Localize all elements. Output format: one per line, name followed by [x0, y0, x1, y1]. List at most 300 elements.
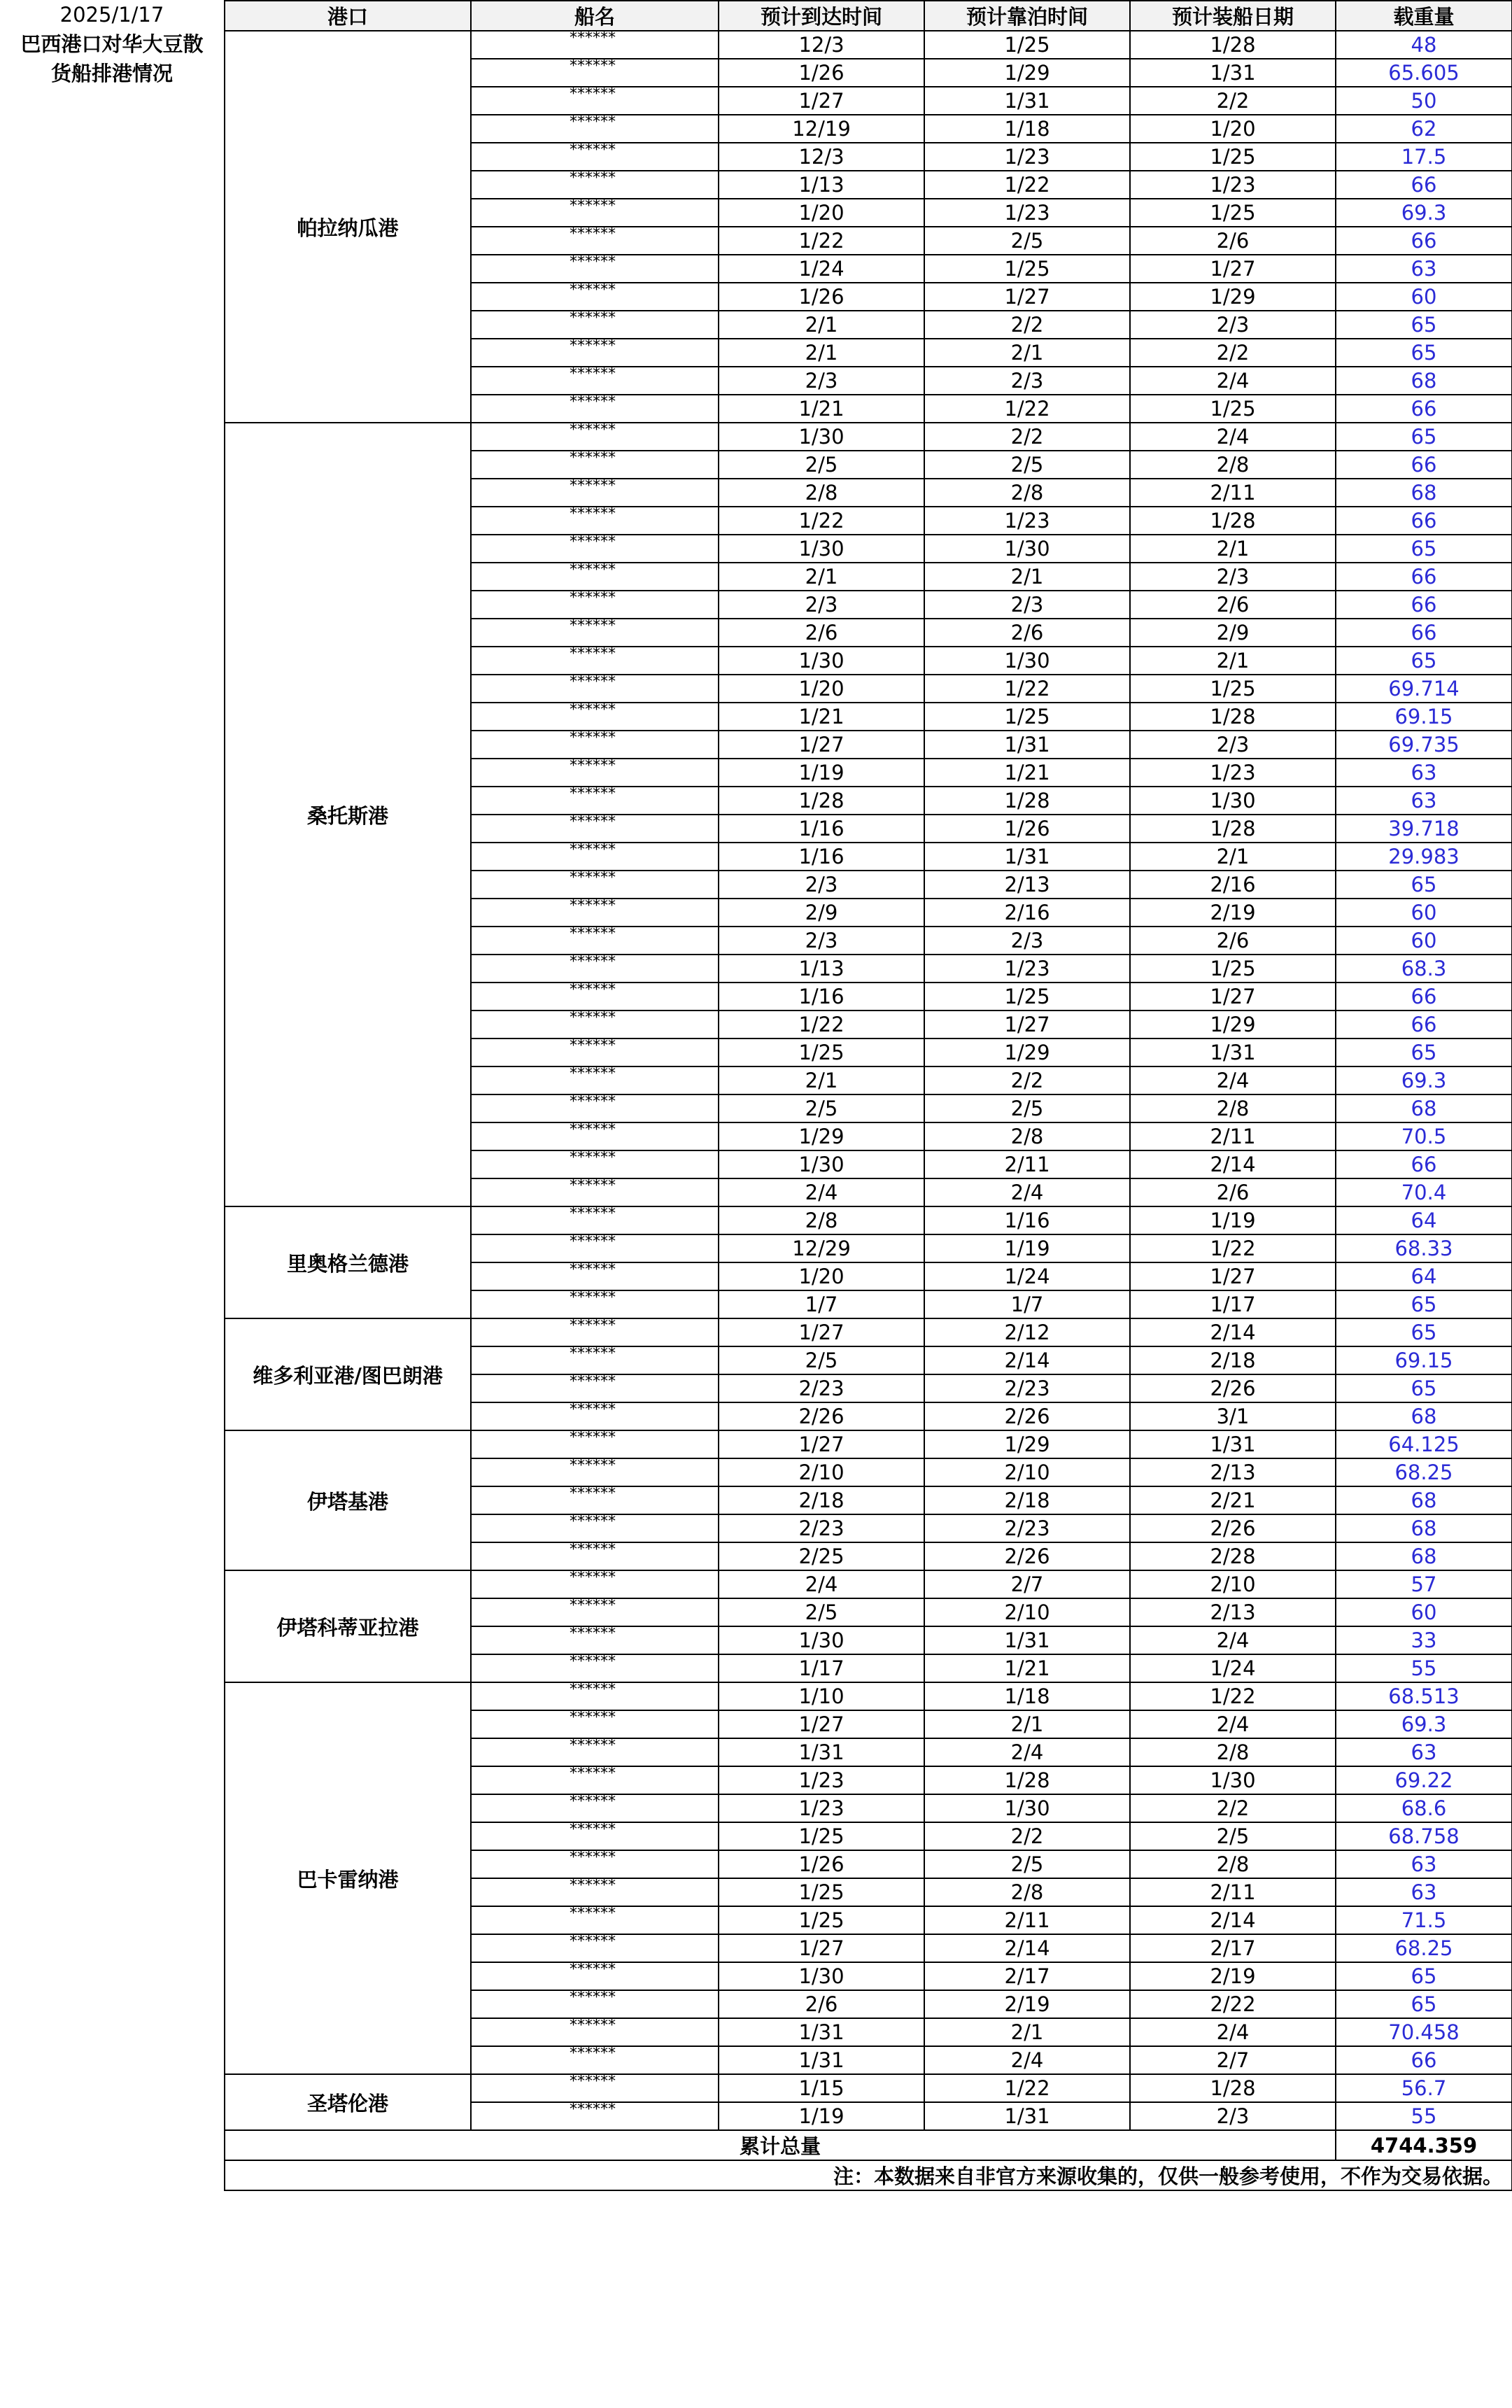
- port-name: 伊塔基港: [225, 1430, 471, 1570]
- table-header-row: [225, 1, 1512, 31]
- ship-cell: ******: [471, 1346, 719, 1374]
- loading-cell: 2/8: [1130, 1094, 1336, 1122]
- arrival-cell: 1/25: [719, 1878, 924, 1906]
- berth-cell: 1/22: [924, 2074, 1130, 2102]
- ship-cell: ******: [471, 1290, 719, 1318]
- ship-cell: ******: [471, 1234, 719, 1262]
- berth-cell: 2/13: [924, 871, 1130, 899]
- ship-cell: ******: [471, 675, 719, 703]
- weight-cell: 68: [1336, 367, 1512, 395]
- port-name: 维多利亚港/图巴朗港: [225, 1318, 471, 1430]
- ship-cell: ******: [471, 1178, 719, 1206]
- arrival-cell: 2/18: [719, 1486, 924, 1514]
- berth-cell: 2/1: [924, 2018, 1130, 2046]
- arrival-cell: 1/22: [719, 507, 924, 535]
- ship-cell: ******: [471, 1430, 719, 1458]
- ship-cell: ******: [471, 1262, 719, 1290]
- arrival-cell: 1/27: [719, 1318, 924, 1346]
- ship-cell: ******: [471, 507, 719, 535]
- ship-cell: ******: [471, 1906, 719, 1934]
- berth-cell: 1/25: [924, 31, 1130, 59]
- berth-cell: 1/30: [924, 1794, 1130, 1822]
- arrival-cell: 1/27: [719, 1430, 924, 1458]
- loading-cell: 2/11: [1130, 1878, 1336, 1906]
- ship-cell: ******: [471, 871, 719, 899]
- berth-cell: 1/29: [924, 1038, 1130, 1066]
- ship-cell: ******: [471, 2102, 719, 2130]
- weight-cell: 33: [1336, 1626, 1512, 1654]
- berth-cell: 2/18: [924, 1486, 1130, 1514]
- berth-cell: 2/1: [924, 1710, 1130, 1738]
- loading-cell: 2/11: [1130, 1122, 1336, 1150]
- port-name: 巴卡雷纳港: [225, 1682, 471, 2074]
- arrival-cell: 1/22: [719, 227, 924, 255]
- weight-cell: 63: [1336, 255, 1512, 283]
- arrival-cell: 1/31: [719, 2046, 924, 2074]
- arrival-cell: 2/25: [719, 1542, 924, 1570]
- berth-cell: 1/23: [924, 143, 1130, 171]
- berth-cell: 2/26: [924, 1542, 1130, 1570]
- loading-cell: 2/8: [1130, 451, 1336, 479]
- port-name: 伊塔科蒂亚拉港: [225, 1570, 471, 1682]
- berth-cell: 1/23: [924, 507, 1130, 535]
- berth-cell: 2/10: [924, 1458, 1130, 1486]
- ship-cell: ******: [471, 1486, 719, 1514]
- arrival-cell: 2/5: [719, 451, 924, 479]
- loading-cell: 1/25: [1130, 395, 1336, 423]
- ship-cell: ******: [471, 1766, 719, 1794]
- berth-cell: 1/25: [924, 255, 1130, 283]
- arrival-cell: 1/21: [719, 703, 924, 731]
- weight-cell: 65: [1336, 647, 1512, 675]
- ship-cell: ******: [471, 983, 719, 1011]
- ship-cell: ******: [471, 647, 719, 675]
- arrival-cell: 1/19: [719, 2102, 924, 2130]
- ship-cell: ******: [471, 535, 719, 563]
- arrival-cell: 1/26: [719, 283, 924, 311]
- weight-cell: 66: [1336, 451, 1512, 479]
- berth-cell: 2/1: [924, 339, 1130, 367]
- weight-cell: 68: [1336, 1094, 1512, 1122]
- arrival-cell: 1/30: [719, 1962, 924, 1990]
- arrival-cell: 2/1: [719, 563, 924, 591]
- berth-cell: 1/28: [924, 1766, 1130, 1794]
- ship-cell: ******: [471, 87, 719, 115]
- weight-cell: 60: [1336, 899, 1512, 927]
- ship-cell: ******: [471, 563, 719, 591]
- weight-cell: 69.735: [1336, 731, 1512, 759]
- weight-cell: 63: [1336, 759, 1512, 787]
- weight-cell: 66: [1336, 227, 1512, 255]
- table-body: [225, 31, 1512, 2130]
- loading-cell: 2/2: [1130, 87, 1336, 115]
- loading-cell: 1/22: [1130, 1682, 1336, 1710]
- berth-cell: 1/27: [924, 283, 1130, 311]
- loading-cell: 3/1: [1130, 1402, 1336, 1430]
- weight-cell: 66: [1336, 983, 1512, 1011]
- weight-cell: 68.513: [1336, 1682, 1512, 1710]
- ship-cell: ******: [471, 451, 719, 479]
- weight-cell: 68.25: [1336, 1934, 1512, 1962]
- weight-cell: 63: [1336, 1738, 1512, 1766]
- berth-cell: 2/14: [924, 1934, 1130, 1962]
- arrival-cell: 2/23: [719, 1374, 924, 1402]
- berth-cell: 1/24: [924, 1262, 1130, 1290]
- weight-cell: 69.3: [1336, 199, 1512, 227]
- arrival-cell: 2/3: [719, 591, 924, 619]
- loading-cell: 2/6: [1130, 591, 1336, 619]
- berth-cell: 1/16: [924, 1206, 1130, 1234]
- arrival-cell: 2/1: [719, 339, 924, 367]
- loading-cell: 2/1: [1130, 535, 1336, 563]
- loading-cell: 1/25: [1130, 675, 1336, 703]
- loading-cell: 2/10: [1130, 1570, 1336, 1598]
- ship-cell: ******: [471, 31, 719, 59]
- weight-cell: 70.4: [1336, 1178, 1512, 1206]
- ship-cell: ******: [471, 1066, 719, 1094]
- arrival-cell: 1/30: [719, 1150, 924, 1178]
- weight-cell: 68.3: [1336, 955, 1512, 983]
- loading-cell: 2/4: [1130, 2018, 1336, 2046]
- berth-cell: 1/19: [924, 1234, 1130, 1262]
- berth-cell: 2/5: [924, 227, 1130, 255]
- loading-cell: 1/24: [1130, 1654, 1336, 1682]
- header-weight: 载重量: [1336, 1, 1512, 31]
- weight-cell: 48: [1336, 31, 1512, 59]
- total-row: [225, 2130, 1512, 2160]
- berth-cell: 2/3: [924, 591, 1130, 619]
- ship-cell: ******: [471, 479, 719, 507]
- weight-cell: 60: [1336, 283, 1512, 311]
- loading-cell: 1/25: [1130, 955, 1336, 983]
- berth-cell: 1/18: [924, 1682, 1130, 1710]
- loading-cell: 2/2: [1130, 339, 1336, 367]
- header-loading: 预计装船日期: [1130, 1, 1336, 31]
- table-row: [225, 1570, 1512, 1598]
- loading-cell: 2/14: [1130, 1318, 1336, 1346]
- berth-cell: 1/30: [924, 535, 1130, 563]
- arrival-cell: 2/26: [719, 1402, 924, 1430]
- loading-cell: 2/6: [1130, 227, 1336, 255]
- loading-cell: 2/21: [1130, 1486, 1336, 1514]
- ship-cell: ******: [471, 1990, 719, 2018]
- weight-cell: 68.6: [1336, 1794, 1512, 1822]
- berth-cell: 1/22: [924, 675, 1130, 703]
- berth-cell: 2/2: [924, 311, 1130, 339]
- berth-cell: 1/27: [924, 1011, 1130, 1038]
- arrival-cell: 1/30: [719, 423, 924, 451]
- weight-cell: 55: [1336, 2102, 1512, 2130]
- loading-cell: 2/2: [1130, 1794, 1336, 1822]
- ship-cell: ******: [471, 1374, 719, 1402]
- arrival-cell: 2/5: [719, 1598, 924, 1626]
- berth-cell: 1/22: [924, 171, 1130, 199]
- arrival-cell: 1/26: [719, 59, 924, 87]
- loading-cell: 1/28: [1130, 815, 1336, 843]
- ship-cell: ******: [471, 227, 719, 255]
- loading-cell: 1/28: [1130, 507, 1336, 535]
- loading-cell: 2/4: [1130, 1626, 1336, 1654]
- ship-cell: ******: [471, 843, 719, 871]
- loading-cell: 1/17: [1130, 1290, 1336, 1318]
- arrival-cell: 2/3: [719, 367, 924, 395]
- arrival-cell: 1/31: [719, 2018, 924, 2046]
- ship-cell: ******: [471, 1150, 719, 1178]
- weight-cell: 63: [1336, 1850, 1512, 1878]
- arrival-cell: 2/6: [719, 619, 924, 647]
- berth-cell: 1/22: [924, 395, 1130, 423]
- arrival-cell: 1/16: [719, 983, 924, 1011]
- ship-cell: ******: [471, 899, 719, 927]
- berth-cell: 2/2: [924, 1822, 1130, 1850]
- ship-cell: ******: [471, 143, 719, 171]
- arrival-cell: 1/22: [719, 1011, 924, 1038]
- weight-cell: 65: [1336, 1374, 1512, 1402]
- weight-cell: 65.605: [1336, 59, 1512, 87]
- weight-cell: 64: [1336, 1262, 1512, 1290]
- loading-cell: 1/30: [1130, 1766, 1336, 1794]
- arrival-cell: 1/23: [719, 1766, 924, 1794]
- ship-cell: ******: [471, 199, 719, 227]
- ship-cell: ******: [471, 1822, 719, 1850]
- ship-cell: ******: [471, 395, 719, 423]
- port-name: 桑托斯港: [225, 423, 471, 1206]
- loading-cell: 2/18: [1130, 1346, 1336, 1374]
- berth-cell: 1/26: [924, 815, 1130, 843]
- berth-cell: 1/25: [924, 703, 1130, 731]
- berth-cell: 2/14: [924, 1346, 1130, 1374]
- ship-cell: ******: [471, 1206, 719, 1234]
- weight-cell: 68: [1336, 1514, 1512, 1542]
- weight-cell: 71.5: [1336, 1906, 1512, 1934]
- ship-cell: ******: [471, 1458, 719, 1486]
- ship-cell: ******: [471, 59, 719, 87]
- ship-cell: ******: [471, 731, 719, 759]
- loading-cell: 2/13: [1130, 1598, 1336, 1626]
- berth-cell: 1/28: [924, 787, 1130, 815]
- header-berth: 预计靠泊时间: [924, 1, 1130, 31]
- ship-cell: ******: [471, 1514, 719, 1542]
- ship-cell: ******: [471, 1654, 719, 1682]
- ship-cell: ******: [471, 1402, 719, 1430]
- berthing-table: [224, 0, 1512, 2191]
- arrival-cell: 1/23: [719, 1794, 924, 1822]
- berth-cell: 1/23: [924, 955, 1130, 983]
- arrival-cell: 2/5: [719, 1094, 924, 1122]
- berth-cell: 2/2: [924, 1066, 1130, 1094]
- ship-cell: ******: [471, 339, 719, 367]
- loading-cell: 2/5: [1130, 1822, 1336, 1850]
- weight-cell: 65: [1336, 339, 1512, 367]
- arrival-cell: 1/16: [719, 843, 924, 871]
- loading-cell: 2/4: [1130, 367, 1336, 395]
- weight-cell: 17.5: [1336, 143, 1512, 171]
- arrival-cell: 2/6: [719, 1990, 924, 2018]
- loading-cell: 2/22: [1130, 1990, 1336, 2018]
- table-row: [225, 423, 1512, 451]
- weight-cell: 66: [1336, 507, 1512, 535]
- total-label: 累计总量: [225, 2130, 1336, 2160]
- arrival-cell: 1/29: [719, 1122, 924, 1150]
- loading-cell: 2/19: [1130, 899, 1336, 927]
- arrival-cell: 1/16: [719, 815, 924, 843]
- arrival-cell: 1/27: [719, 87, 924, 115]
- report-title: 巴西港口对华大豆散货船排港情况: [20, 32, 204, 85]
- weight-cell: 68: [1336, 479, 1512, 507]
- loading-cell: 2/4: [1130, 1710, 1336, 1738]
- weight-cell: 68.758: [1336, 1822, 1512, 1850]
- ship-cell: ******: [471, 1850, 719, 1878]
- berth-cell: 2/16: [924, 899, 1130, 927]
- ship-cell: ******: [471, 787, 719, 815]
- berth-cell: 1/21: [924, 1654, 1130, 1682]
- loading-cell: 1/29: [1130, 1011, 1336, 1038]
- berth-cell: 2/8: [924, 1878, 1130, 1906]
- loading-cell: 1/30: [1130, 787, 1336, 815]
- report-caption: [0, 0, 224, 88]
- loading-cell: 2/26: [1130, 1374, 1336, 1402]
- weight-cell: 57: [1336, 1570, 1512, 1598]
- loading-cell: 1/27: [1130, 1262, 1336, 1290]
- weight-cell: 69.3: [1336, 1710, 1512, 1738]
- ship-cell: ******: [471, 1598, 719, 1626]
- berth-cell: 2/1: [924, 563, 1130, 591]
- table-row: [225, 1430, 1512, 1458]
- weight-cell: 66: [1336, 563, 1512, 591]
- table-row: [225, 1206, 1512, 1234]
- arrival-cell: 2/3: [719, 927, 924, 955]
- berth-cell: 2/5: [924, 451, 1130, 479]
- arrival-cell: 1/15: [719, 2074, 924, 2102]
- ship-cell: ******: [471, 1094, 719, 1122]
- loading-cell: 1/28: [1130, 31, 1336, 59]
- arrival-cell: 1/28: [719, 787, 924, 815]
- ship-cell: ******: [471, 955, 719, 983]
- port-name: 里奥格兰德港: [225, 1206, 471, 1318]
- arrival-cell: 1/30: [719, 1626, 924, 1654]
- berth-cell: 1/29: [924, 1430, 1130, 1458]
- ship-cell: ******: [471, 1738, 719, 1766]
- weight-cell: 66: [1336, 395, 1512, 423]
- ship-cell: ******: [471, 2018, 719, 2046]
- arrival-cell: 2/9: [719, 899, 924, 927]
- weight-cell: 62: [1336, 115, 1512, 143]
- table-row: [225, 1682, 1512, 1710]
- arrival-cell: 2/3: [719, 871, 924, 899]
- arrival-cell: 1/17: [719, 1654, 924, 1682]
- berth-cell: 2/7: [924, 1570, 1130, 1598]
- weight-cell: 63: [1336, 787, 1512, 815]
- arrival-cell: 2/1: [719, 311, 924, 339]
- berth-cell: 2/5: [924, 1094, 1130, 1122]
- berth-cell: 1/21: [924, 759, 1130, 787]
- arrival-cell: 12/3: [719, 31, 924, 59]
- ship-cell: ******: [471, 815, 719, 843]
- loading-cell: 2/6: [1130, 927, 1336, 955]
- arrival-cell: 2/4: [719, 1570, 924, 1598]
- ship-cell: ******: [471, 1878, 719, 1906]
- ship-cell: ******: [471, 255, 719, 283]
- arrival-cell: 1/20: [719, 199, 924, 227]
- header-port: 港口: [225, 1, 471, 31]
- weight-cell: 66: [1336, 1150, 1512, 1178]
- berth-cell: 2/2: [924, 423, 1130, 451]
- ship-cell: ******: [471, 311, 719, 339]
- berth-cell: 1/31: [924, 843, 1130, 871]
- loading-cell: 2/19: [1130, 1962, 1336, 1990]
- loading-cell: 2/1: [1130, 647, 1336, 675]
- loading-cell: 2/8: [1130, 1738, 1336, 1766]
- table-row: [225, 1318, 1512, 1346]
- berth-cell: 2/23: [924, 1514, 1130, 1542]
- loading-cell: 1/28: [1130, 703, 1336, 731]
- arrival-cell: 1/30: [719, 535, 924, 563]
- table-row: [225, 2074, 1512, 2102]
- weight-cell: 64.125: [1336, 1430, 1512, 1458]
- loading-cell: 2/14: [1130, 1906, 1336, 1934]
- weight-cell: 69.15: [1336, 1346, 1512, 1374]
- loading-cell: 2/9: [1130, 619, 1336, 647]
- weight-cell: 65: [1336, 871, 1512, 899]
- arrival-cell: 12/3: [719, 143, 924, 171]
- berth-cell: 2/4: [924, 1738, 1130, 1766]
- ship-cell: ******: [471, 1626, 719, 1654]
- berth-cell: 1/31: [924, 731, 1130, 759]
- ship-cell: ******: [471, 2074, 719, 2102]
- arrival-cell: 2/4: [719, 1178, 924, 1206]
- ship-cell: ******: [471, 1934, 719, 1962]
- loading-cell: 2/16: [1130, 871, 1336, 899]
- loading-cell: 2/3: [1130, 2102, 1336, 2130]
- loading-cell: 2/4: [1130, 423, 1336, 451]
- berth-cell: 2/23: [924, 1374, 1130, 1402]
- loading-cell: 1/23: [1130, 759, 1336, 787]
- ship-cell: ******: [471, 927, 719, 955]
- arrival-cell: 1/13: [719, 171, 924, 199]
- ship-cell: ******: [471, 1570, 719, 1598]
- arrival-cell: 2/1: [719, 1066, 924, 1094]
- loading-cell: 2/11: [1130, 479, 1336, 507]
- weight-cell: 60: [1336, 1598, 1512, 1626]
- arrival-cell: 1/20: [719, 1262, 924, 1290]
- ship-cell: ******: [471, 1038, 719, 1066]
- arrival-cell: 1/19: [719, 759, 924, 787]
- berth-cell: 2/11: [924, 1906, 1130, 1934]
- ship-cell: ******: [471, 171, 719, 199]
- arrival-cell: 2/23: [719, 1514, 924, 1542]
- loading-cell: 2/3: [1130, 311, 1336, 339]
- weight-cell: 65: [1336, 1038, 1512, 1066]
- report-date: 2025/1/17: [59, 3, 164, 27]
- arrival-cell: 12/29: [719, 1234, 924, 1262]
- arrival-cell: 1/7: [719, 1290, 924, 1318]
- arrival-cell: 2/10: [719, 1458, 924, 1486]
- loading-cell: 2/8: [1130, 1850, 1336, 1878]
- arrival-cell: 1/27: [719, 1934, 924, 1962]
- weight-cell: 39.718: [1336, 815, 1512, 843]
- loading-cell: 2/3: [1130, 563, 1336, 591]
- berth-cell: 2/3: [924, 927, 1130, 955]
- berth-cell: 1/18: [924, 115, 1130, 143]
- arrival-cell: 1/27: [719, 1710, 924, 1738]
- arrival-cell: 2/8: [719, 1206, 924, 1234]
- weight-cell: 70.5: [1336, 1122, 1512, 1150]
- ship-cell: ******: [471, 1682, 719, 1710]
- table-row: [225, 31, 1512, 59]
- weight-cell: 68: [1336, 1486, 1512, 1514]
- weight-cell: 50: [1336, 87, 1512, 115]
- ship-cell: ******: [471, 283, 719, 311]
